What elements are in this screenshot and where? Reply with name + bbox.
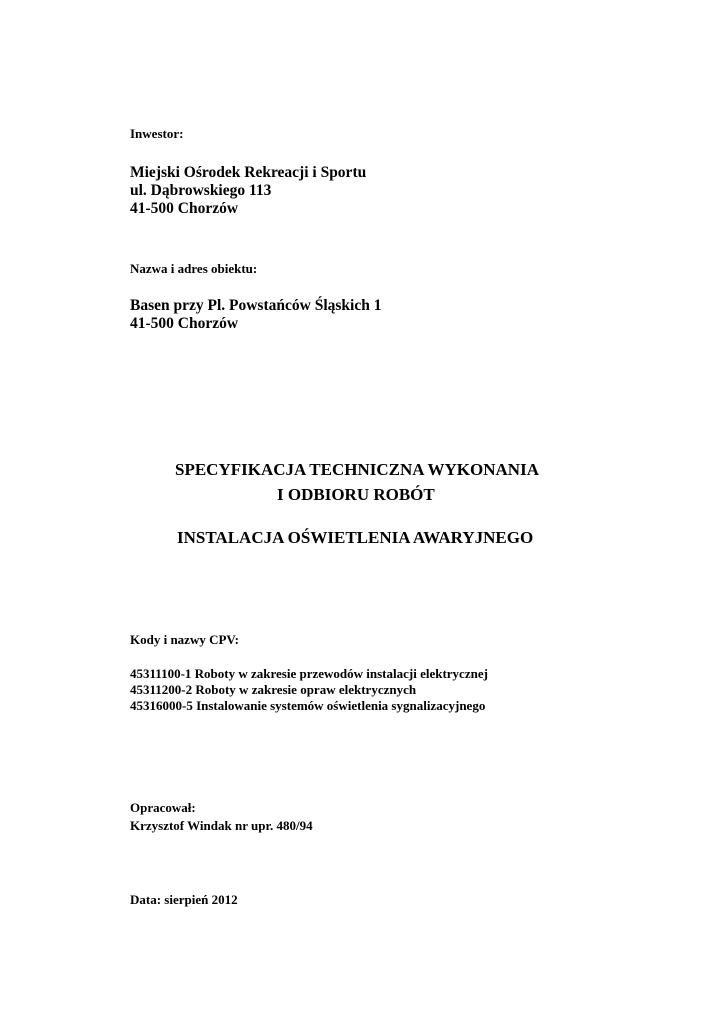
title-line-1: SPECYFIKACJA TECHNICZNA WYKONANIA [175,460,539,479]
object-city: 41-500 Chorzów [130,315,239,332]
document-date: Data: sierpień 2012 [130,892,238,907]
cpv-list [130,666,488,714]
object-name: Basen przy Pl. Powstańców Śląskich 1 [130,297,382,314]
cpv-item: 45311200-2 Roboty w zakresie opraw elektrycznych [130,682,417,697]
investor-label: Inwestor: [130,126,184,141]
title-line-2: I ODBIORU ROBÓT [277,485,435,504]
cpv-item: 45316000-5 Instalowanie systemów oświetlenia sygnalizacyjnego [130,698,486,713]
document-subtitle: INSTALACJA OŚWIETLENIA AWARYJNEGO [177,528,534,547]
object-label: Nazwa i adres obiektu: [130,261,258,276]
cpv-label: Kody i nazwy CPV: [130,632,239,647]
investor-address [130,164,366,218]
author-label: Opracował: [130,800,196,815]
cpv-item: 45311100-1 Roboty w zakresie przewodów instalacji elektrycznej [130,666,488,681]
object-address [130,297,381,333]
investor-street: ul. Dąbrowskiego 113 [130,182,272,199]
author-name: Krzysztof Windak nr upr. 480/94 [130,818,313,833]
investor-name: Miejski Ośrodek Rekreacji i Sportu [130,164,367,181]
investor-city: 41-500 Chorzów [130,200,239,217]
